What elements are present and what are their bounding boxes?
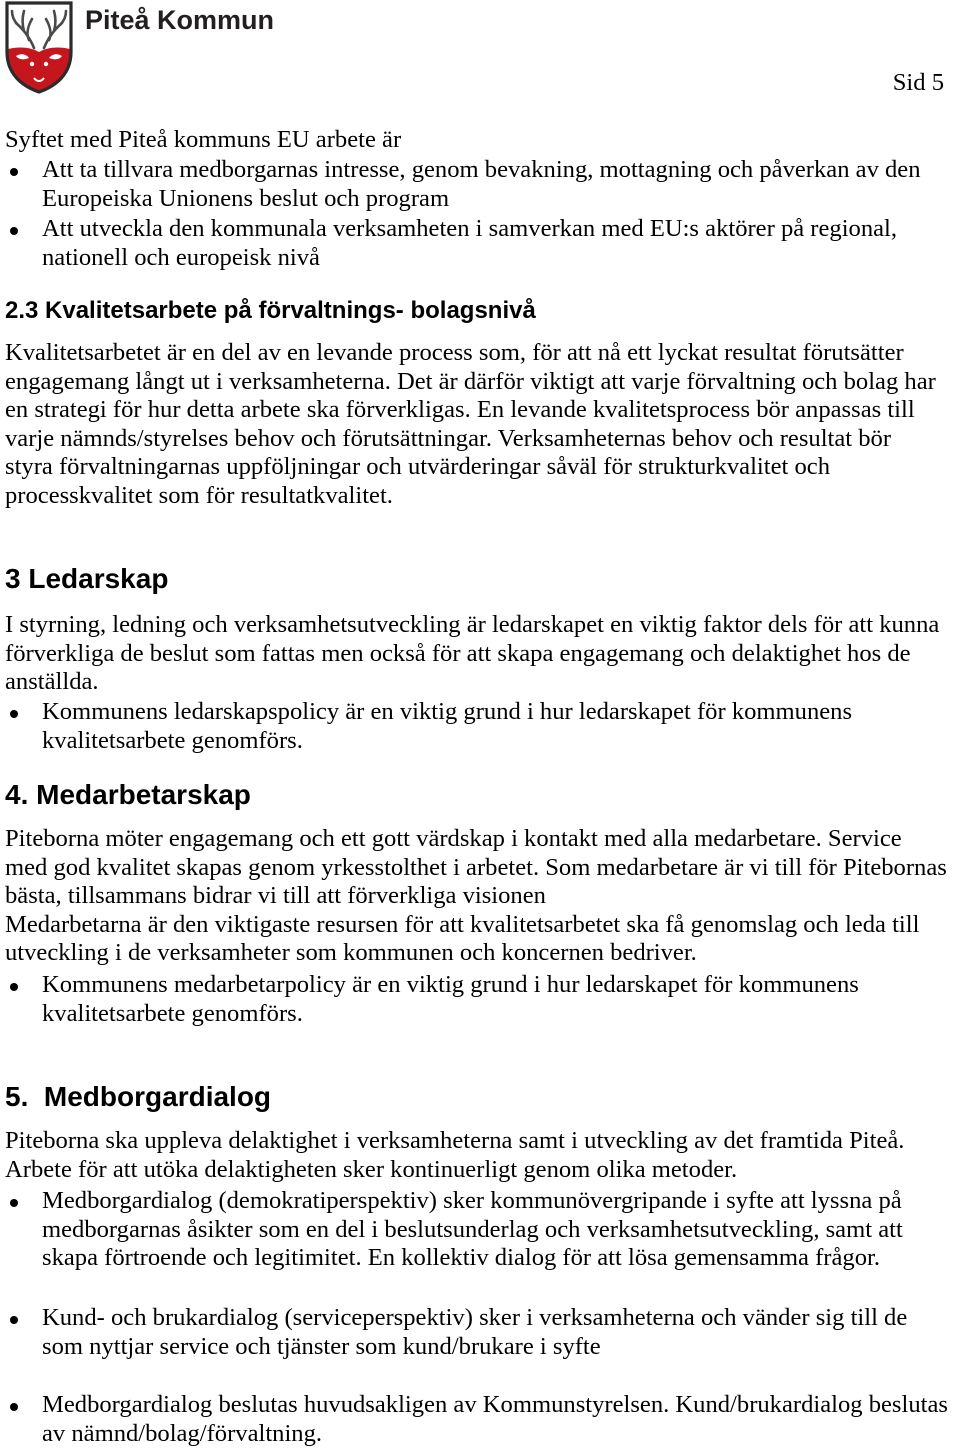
- page-number: Sid 5: [892, 69, 944, 96]
- bullet-icon: [10, 983, 18, 991]
- paragraph-line: Syftet med Piteå kommuns EU arbete är: [5, 126, 402, 153]
- bullet-line: kvalitetsarbete genomförs.: [42, 999, 303, 1027]
- paragraph-line: anställda.: [5, 668, 99, 695]
- bullet-line: medborgarnas åsikter som en del i beslutsunderlag och verksamhetsutveckling, samt att: [42, 1215, 903, 1243]
- bullet-line: nationell och europeisk nivå: [42, 243, 320, 271]
- bullet-line: Medborgardialog beslutas huvudsakligen av Kommunstyrelsen. Kund/brukardialog beslutas: [42, 1391, 948, 1418]
- bullet-item: [42, 215, 897, 272]
- paragraph-line: en strategi för hur detta arbete ska förverkligas. En levande kvalitetsprocess bör anpassas till: [5, 396, 915, 423]
- paragraph-line: förverkliga de beslut som fattas men också för att skapa engagemang och delaktighet hos de: [5, 639, 911, 667]
- paragraph-line: varje nämnds/styrelses behov och förutsättningar. Verksamheternas behov och resultat bör: [5, 424, 892, 452]
- bullet-line: Europeiska Unionens beslut och program: [42, 184, 450, 212]
- paragraph: [5, 825, 947, 968]
- reindeer-eye: [44, 62, 48, 66]
- bullet-icon: [10, 227, 18, 235]
- section-heading: 5. Medborgardialog: [5, 1081, 272, 1112]
- bullet-item: [42, 698, 852, 755]
- bullet-line: kvalitetsarbete genomförs.: [42, 726, 303, 754]
- paragraph-line: Piteborna möter engagemang och ett gott värdskap i kontakt med alla medarbetare. Service: [5, 825, 902, 852]
- bullet-line: Kund- och brukardialog (serviceperspektiv) sker i verksamheterna och vänder sig till de: [42, 1304, 908, 1331]
- paragraph: [5, 1127, 904, 1184]
- bullet-line: Att utveckla den kommunala verksamheten i samverkan med EU:s aktörer på regional,: [42, 215, 898, 242]
- paragraph-line: Kvalitetsarbetet är en del av en levande process som, för att nå ett lyckat resultat förutsätter: [5, 339, 904, 366]
- coat-of-arms-icon: [4, 0, 74, 94]
- bullet-icon: [10, 1316, 18, 1324]
- paragraph-line: utveckling i de verksamheter som kommunen och koncernen bedriver.: [5, 939, 697, 966]
- bullet-line: skapa förtroende och legitimitet. En kollektiv dialog för att lösa gemensamma frågor.: [42, 1244, 880, 1271]
- paragraph: [5, 339, 936, 510]
- paragraph-line: styra förvaltningarnas uppföljningar och utvärderingar såväl för strukturkvalitet och: [5, 453, 830, 480]
- section-heading: 2.3 Kvalitetsarbete på förvaltnings- bolagsnivå: [5, 297, 536, 324]
- bullet-line: som nyttjar service och tjänster som kund/brukare i syfte: [42, 1332, 601, 1360]
- bullet-icon: [10, 168, 18, 176]
- bullet-icon: [10, 1199, 18, 1207]
- bullet-item: [42, 1391, 948, 1448]
- section-heading: 3 Ledarskap: [5, 563, 169, 594]
- bullet-icon: [10, 710, 18, 718]
- bullet-line: Att ta tillvara medborgarnas intresse, genom bevakning, mottagning och påverkan av den: [42, 156, 921, 183]
- paragraph-line: Piteborna ska uppleva delaktighet i verksamheterna samt i utveckling av det framtida Piteå.: [5, 1127, 905, 1154]
- paragraph-line: processkvalitet som för resultatkvalitet.: [5, 481, 393, 509]
- bullet-item: [42, 1304, 907, 1361]
- bullet-item: [42, 156, 921, 213]
- paragraph-line: Arbete för att utöka delaktigheten sker kontinuerligt genom olika metoder.: [5, 1155, 738, 1183]
- bullet-item: [42, 1187, 903, 1273]
- paragraph-line: med god kvalitet skapas genom yrkesstolthet i arbetet. Som medarbetare är vi till för Pitebornas: [5, 853, 947, 881]
- paragraph-line: bästa, tillsammans bidrar vi till att förverkliga visionen: [5, 882, 546, 909]
- bullet-line: av nämnd/bolag/förvaltning.: [42, 1419, 323, 1447]
- paragraph-line: I styrning, ledning och verksamhetsutveckling är ledarskapet en viktig faktor dels för att kunna: [5, 611, 940, 638]
- bullet-item: [42, 971, 859, 1028]
- bullet-icon: [10, 1403, 18, 1411]
- paragraph: [5, 611, 939, 697]
- bullet-line: Medborgardialog (demokratiperspektiv) sker kommunövergripande i syfte att lyssna på: [42, 1187, 902, 1214]
- bullet-line: Kommunens medarbetarpolicy är en viktig grund i hur ledarskapet för kommunens: [42, 971, 859, 998]
- bullet-line: Kommunens ledarskapspolicy är en viktig grund i hur ledarskapet för kommunens: [42, 698, 853, 725]
- organization-name: Piteå Kommun: [85, 5, 275, 35]
- intro-lead: [5, 126, 401, 155]
- reindeer-eye: [30, 62, 34, 66]
- paragraph-line: Medarbetarna är den viktigaste resursen för att kvalitetsarbetet ska få genomslag och leda till: [5, 910, 920, 938]
- section-heading: 4. Medarbetarskap: [5, 779, 251, 810]
- paragraph-line: engagemang långt ut i verksamheterna. Det är därför viktigt att varje förvaltning och bolag har: [5, 367, 936, 395]
- reindeer-head: [4, 48, 74, 94]
